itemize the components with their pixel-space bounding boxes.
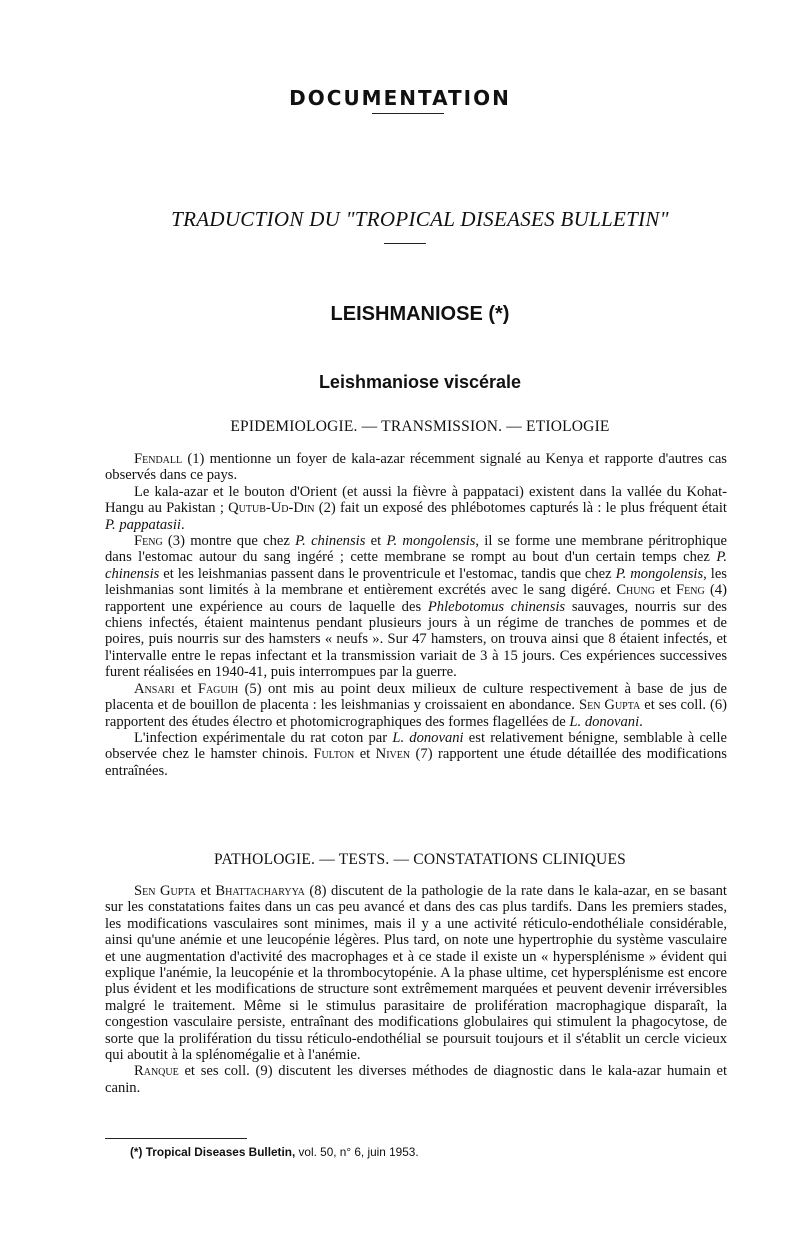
author-name: Qutub-Ud-Din	[228, 500, 315, 517]
species-name: P. chinensis	[105, 549, 727, 582]
author-name: Chung	[616, 582, 655, 599]
text-run: (4) rapportent une expérience au cours de laquelle des	[105, 582, 727, 615]
text-run: Le kala-azar et le bouton d'Orient (et aussi la fièvre à pappataci) existent dans la vallée du Kohat-Hangu au Pakistan ;	[105, 483, 727, 517]
paragraph	[105, 484, 727, 533]
paragraph	[105, 730, 727, 779]
text-run: et ses coll. (6) rapportent des études électro et photomicrographiques des formes flagellées de	[105, 697, 727, 730]
title-rule	[384, 243, 426, 244]
section-heading-pathologie: PATHOLOGIE. — TESTS. — CONSTATATIONS CLINIQUES	[214, 851, 626, 868]
species-name: P. mongolensis	[615, 565, 704, 582]
epidemiologie-body	[105, 451, 727, 779]
author-name: Sen Gupta	[134, 883, 196, 899]
footnote-rule	[105, 1138, 247, 1139]
text-run: L'infection expérimentale du rat coton par	[134, 729, 393, 746]
author-name: Fulton	[313, 746, 355, 763]
species-name: P. chinensis	[295, 533, 366, 550]
text-run: (3) montre que chez	[162, 533, 296, 550]
text-run: .	[639, 713, 643, 730]
text-run: (7) rapportent une étude détaillée des modifications entraînées.	[105, 746, 727, 779]
section-title: LEISHMANIOSE (*)	[330, 303, 510, 325]
paragraph	[105, 681, 727, 730]
author-name: Ansari	[134, 680, 175, 697]
text-run: sauvages, nourris sur des chiens infectés, étaient maintenus pendant plusieurs jours à un régime de tranches de pommes et de poires, puis nourris sur des hamsters « neufs ». Sur 47 hamsters, on trouva ainsi que 8 étaient infectés, et l'intervalle entre le repas infectant et la transmission variait de 3 à 15 jours. Ces expériences successives furent réalisées en 1940-41, puis interrompues par la guerre.	[105, 598, 727, 681]
footnote-details: vol. 50, n° 6, juin 1953.	[298, 1145, 419, 1159]
paragraph	[105, 451, 727, 484]
text-run: , il se forme une membrane péritrophique dans l'estomac autour du sang ingéré ; cette membrane se rompt au bout d'un certain temps chez	[105, 533, 727, 566]
text-run: et	[654, 582, 677, 599]
author-name: Ranque	[134, 1063, 179, 1080]
pathologie-body	[105, 883, 727, 1096]
text-run: et	[354, 746, 376, 763]
author-name: Fendall	[134, 451, 183, 467]
paragraph	[105, 1063, 727, 1096]
subsection-title: Leishmaniose viscérale	[318, 372, 522, 392]
author-name: Bhattacharyya	[215, 883, 305, 899]
species-name: L. donovani	[392, 729, 464, 746]
author-name: Feng	[676, 582, 705, 599]
main-title: TRADUCTION DU "TROPICAL DISEASES BULLETIN"	[171, 207, 669, 231]
author-name: Sen Gupta	[579, 697, 641, 714]
footnote-mark: (*)	[130, 1145, 143, 1159]
species-name: L. donovani	[569, 713, 640, 730]
text-run: .	[180, 516, 185, 533]
documentation-header: DOCUMENTATION	[289, 86, 511, 110]
footnote	[130, 1145, 730, 1159]
species-name: P. mongolensis	[386, 533, 476, 550]
section-heading-epidemiologie: EPIDEMIOLOGIE. — TRANSMISSION. — ETIOLOGIE	[230, 418, 610, 435]
author-name: Feng	[134, 533, 163, 550]
author-name: Faguih	[197, 680, 239, 697]
text-run: et	[195, 883, 216, 899]
text-run: et les leishmanias passent dans le proventricule et l'estomac, tandis que chez	[159, 565, 616, 582]
text-run: (5) ont mis au point deux milieux de culture respectivement à base de jus de placenta et de bouillon de placenta : les leishmanias y croissaient en abondance.	[105, 680, 727, 714]
text-run: (1) mentionne un foyer de kala-azar récemment signalé au Kenya et rapporte d'autres cas observés dans ce pays.	[105, 451, 727, 484]
text-run: (2) fait un exposé des phlébotomes capturés là : le plus fréquent était	[314, 500, 727, 517]
footnote-source: Tropical Diseases Bulletin,	[145, 1145, 296, 1159]
header-rule	[372, 113, 444, 114]
paragraph	[105, 883, 727, 1063]
species-name: P. pappatasii	[105, 516, 181, 533]
author-name: Niven	[375, 746, 411, 763]
text-run: , les leishmanias sont limités à la membrane et entièrement excrétés avec le sang digéré.	[105, 565, 727, 599]
species-name: Phlebotomus chinensis	[427, 598, 566, 615]
text-run: et	[174, 680, 198, 697]
text-run: (8) discutent de la pathologie de la rate dans le kala-azar, en se basant sur les constatations faites dans un cas peu avancé et dans des cas plus tardifs. Dans les premiers stades, les modifications vasculaires sont minimes, mais il y a une activité réticulo-endothéliale considérable, ainsi qu'une anémie et une leucopénie légères. Plus tard, on note une hypertrophie du système vasculaire et une augmentation d'activité des macrophages et à ce stade il existe un « hypersplénisme » évident qui explique l'anémie, la leucopénie et la thrombocytopénie. A la phase ultime, cet hypersplénisme est encore plus évident et les modifications de structure sont extrêmement marquées et peuvent devenir irréversibles malgré le traitement. Même si le stimulus parasitaire de prolifération macrophagique disparaît, la congestion vasculaire persiste, entraînant des modifications globulaires qui stimulent la phagocytose, de sorte que la prolifération du tissu réticulo-endothélial se poursuit toujours et il s'établit un cercle vicieux qui aboutit à la splénomégalie et à l'anémie.	[105, 883, 727, 1064]
text-run: est relativement bénigne, semblable à celle observée chez le hamster chinois.	[105, 729, 727, 763]
text-run: et ses coll. (9) discutent les diverses méthodes de diagnostic dans le kala-azar humain et canin.	[105, 1063, 727, 1096]
paragraph	[105, 533, 727, 681]
text-run: et	[365, 533, 387, 550]
